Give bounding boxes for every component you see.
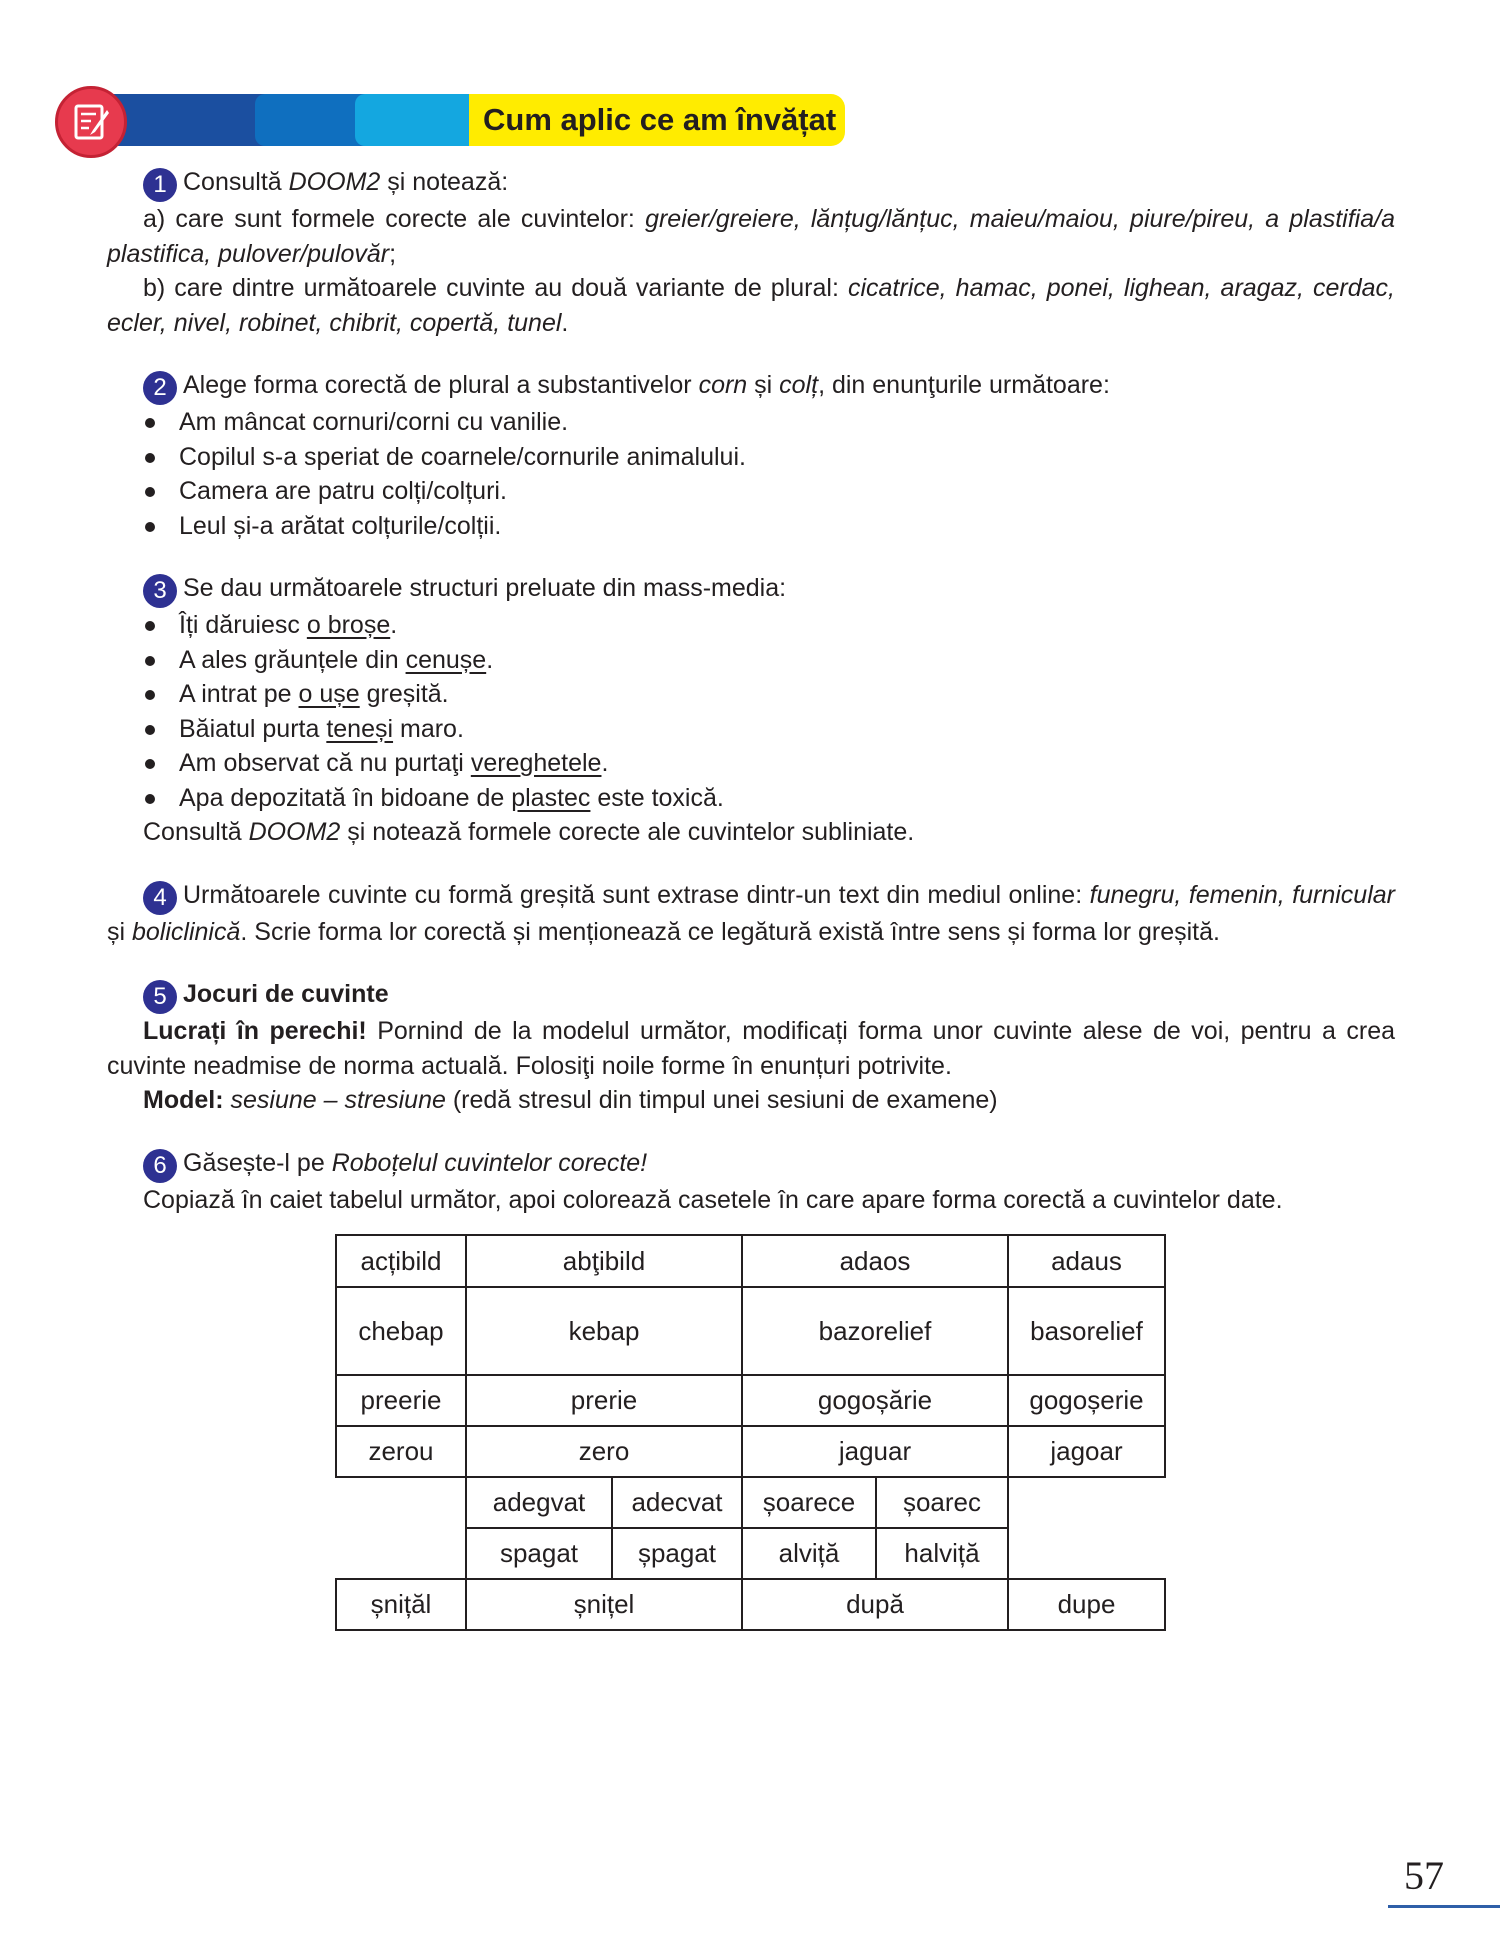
- exercise-list: [107, 165, 1395, 1245]
- exercise-3-list: [107, 608, 1395, 815]
- exercise-4: [107, 878, 1395, 950]
- table-cell: șoarece: [741, 1476, 877, 1529]
- exercise-6-instructions: Copiază în caiet tabelul următor, apoi colorează casetele în care apare forma corectă a cuvintelor date.: [143, 1185, 1283, 1214]
- page-number: 57: [1404, 1853, 1444, 1898]
- exercise-5-instructions: Lucrați în perechi! Pornind de la modelul următor, modificați forma unor cuvinte alese de voi, pentru a crea cuvinte neadmise de norma actuală. Folosiţi noile forme în enunțuri potrivite.: [107, 1017, 1395, 1080]
- table-cell: șnițăl: [335, 1578, 467, 1631]
- table-cell: adaos: [741, 1234, 1009, 1288]
- exercise-5-model: Model: sesiune – stresiune (redă stresul din timpul unei sesiuni de examene): [143, 1086, 998, 1114]
- page-number-underline: [1388, 1905, 1500, 1908]
- table-cell: jagoar: [1007, 1425, 1166, 1478]
- word-table: [336, 1235, 1165, 1630]
- exercise-2-list: [107, 405, 1395, 543]
- table-cell: abţibild: [465, 1234, 743, 1288]
- exercise-number-badge: 1: [143, 168, 177, 202]
- table-cell: adaus: [1007, 1234, 1166, 1288]
- table-cell: acțibild: [335, 1234, 467, 1288]
- table-cell: adegvat: [465, 1476, 613, 1529]
- table-cell: kebap: [465, 1286, 743, 1376]
- exercise-number-badge: 3: [143, 574, 177, 608]
- list-item: Apa depozitată în bidoane de plastec este toxică.: [107, 781, 1395, 816]
- exercise-6: [107, 1146, 1395, 1218]
- table-cell: gogoșărie: [741, 1374, 1009, 1427]
- table-cell: bazorelief: [741, 1286, 1009, 1376]
- table-cell: zerou: [335, 1425, 467, 1478]
- table-cell: șoarec: [875, 1476, 1009, 1529]
- section-title-box: [469, 94, 845, 146]
- table-cell: adecvat: [611, 1476, 743, 1529]
- notebook-pencil-icon: [55, 86, 127, 158]
- table-cell: preerie: [335, 1374, 467, 1427]
- list-item: Băiatul purta teneși maro.: [107, 712, 1395, 747]
- table-cell: halviță: [875, 1527, 1009, 1580]
- exercise-3-footer: Consultă DOOM2 și notează formele corecte ale cuvintelor subliniate.: [143, 818, 915, 846]
- exercise-number-badge: 4: [143, 881, 177, 915]
- table-cell: după: [741, 1578, 1009, 1631]
- list-item: Copilul s-a speriat de coarnele/cornurile animalului.: [107, 440, 1395, 475]
- exercise-4-text: 4 Următoarele cuvinte cu formă greșită sunt extrase dintr-un text din mediul online: funegru, femenin, furnicular și boliclinică. Scrie forma lor corectă și menționează ce legătură există între sens și forma lor greșită.: [107, 880, 1395, 946]
- table-cell: prerie: [465, 1374, 743, 1427]
- list-item: Am mâncat cornuri/corni cu vanilie.: [107, 405, 1395, 440]
- section-title: Cum aplic ce am învățat: [483, 102, 837, 137]
- table-cell: basorelief: [1007, 1286, 1166, 1376]
- section-banner: [55, 92, 855, 150]
- exercise-3: [107, 571, 1395, 850]
- table-cell: alviță: [741, 1527, 877, 1580]
- exercise-number-badge: 2: [143, 371, 177, 405]
- table-cell: chebap: [335, 1286, 467, 1376]
- exercise-3-intro: 3 Se dau următoarele structuri preluate din mass-media:: [107, 571, 1395, 608]
- exercise-1b: b) care dintre următoarele cuvinte au două variante de plural: cicatrice, hamac, ponei, lighean, aragaz, cerdac, ecler, nivel, robinet, chibrit, copertă, tunel.: [107, 274, 1395, 337]
- table-cell: gogoșerie: [1007, 1374, 1166, 1427]
- table-cell: jaguar: [741, 1425, 1009, 1478]
- exercise-2: [107, 368, 1395, 543]
- exercise-2-intro: 2 Alege forma corectă de plural a substantivelor corn și colț, din enunţurile următoare:: [107, 368, 1395, 405]
- list-item: Îți dăruiesc o broșe.: [107, 608, 1395, 643]
- exercise-5: [107, 977, 1395, 1118]
- exercise-1: [107, 165, 1395, 340]
- table-cell: spagat: [465, 1527, 613, 1580]
- exercise-6-intro: 6 Găsește-l pe Roboțelul cuvintelor corecte!: [107, 1146, 1395, 1183]
- table-cell: dupe: [1007, 1578, 1166, 1631]
- exercise-1-intro: 1 Consultă DOOM2 și notează:: [107, 165, 1395, 202]
- list-item: Am observat că nu purtaţi vereghetele.: [107, 746, 1395, 781]
- exercise-number-badge: 6: [143, 1149, 177, 1183]
- exercise-number-badge: 5: [143, 980, 177, 1014]
- table-cell: șpagat: [611, 1527, 743, 1580]
- list-item: A intrat pe o ușe greșită.: [107, 677, 1395, 712]
- list-item: Camera are patru colți/colțuri.: [107, 474, 1395, 509]
- exercise-1a: a) care sunt formele corecte ale cuvintelor: greier/greiere, lănțug/lănțuc, maieu/maiou, piure/pireu, a plastifia/a plastifica, pulover/pulovăr;: [107, 205, 1395, 268]
- table-cell: șnițel: [465, 1578, 743, 1631]
- table-cell: zero: [465, 1425, 743, 1478]
- list-item: A ales grăunțele din cenușe.: [107, 643, 1395, 678]
- exercise-5-title: 5 Jocuri de cuvinte: [107, 977, 1395, 1014]
- list-item: Leul și-a arătat colțurile/colții.: [107, 509, 1395, 544]
